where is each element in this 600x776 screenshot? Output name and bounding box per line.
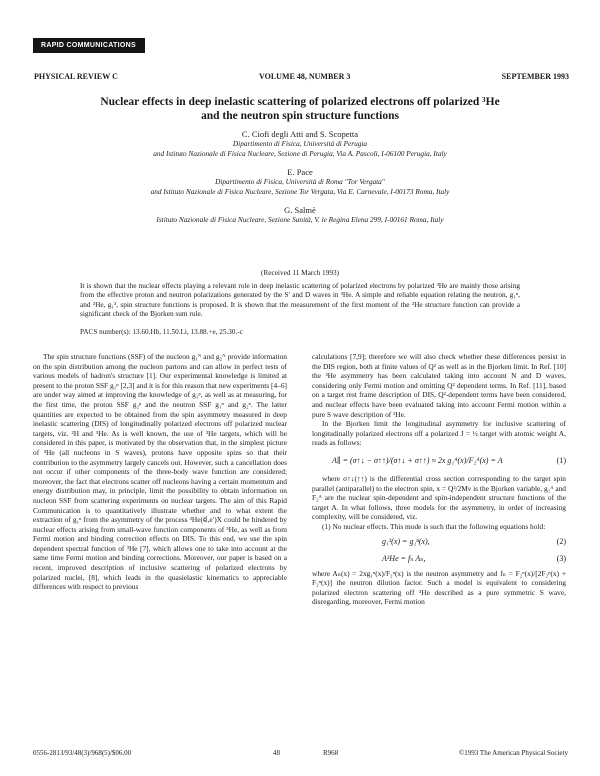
abstract: It is shown that the nuclear effects playing a relevant role in deep inelastic scattering of polarized electrons by polarized ³He are mainly those arising from the effective proton and neutron polarizations generated by the S′ and D waves in ³He. A simple and reliable equation relating the neutron, g₁ⁿ, and ³He, g₁³, spin structure functions is proposed. It is shown that the measurement of the first moment of the ³He structure function can provide a significant check of the Bjorken sum rule. (80, 281, 520, 319)
body-column-left (33, 352, 287, 592)
body-paragraph: where Aₙ(x) = 2xg₁ⁿ(x)/F₂ⁿ(x) is the neutron asymmetry and fₙ = F₂ⁿ(x)/[2F₂ᵖ(x) + F₂ⁿ(x)] the neutron dilution factor. Such a model is equivalent to considering polarized electron scattering off ³He described as a pure symmetric S wave, disregarding, moreover, Fermi motion (312, 568, 566, 607)
equation-body: A∥ = (σ↑↓ − σ↑↑)/(σ↑↓ + σ↑↑) ≈ 2x g₁ᴬ(x)/F₂ᴬ(x) = A (332, 455, 503, 465)
equation-3 (312, 552, 566, 566)
running-header (34, 72, 569, 82)
body-column-right (312, 352, 566, 607)
author-group-3 (40, 205, 560, 225)
footer-volume: 48 (273, 749, 280, 757)
affiliation: Dipartimento di Fisica, Università di Roma "Tor Vergata" (215, 177, 385, 186)
equation-number: (1) (556, 455, 566, 465)
equation-1 (312, 454, 566, 468)
affiliation: and Istituto Nazionale di Fisica Nucleare, Sezione di Perugia, Via A. Pascoli, I-06100 Perugia, Italy (153, 148, 447, 158)
author-group-2 (40, 167, 560, 196)
affiliation: Dipartimento di Fisica, Università di Perugia (232, 139, 368, 148)
affiliation: and Istituto Nazionale di Fisica Nucleare, Sezione Tor Vergata, Via E. Carnevale, I-00173 Roma, Italy (150, 186, 450, 196)
body-paragraph: In the Bjorken limit the longitudinal asymmetry for inclusive scattering of longitudinally polarized electrons off a polarized J = ½ target with atomic weight A, reads as follows: (312, 419, 566, 448)
page-footer (33, 748, 568, 758)
body-paragraph: The spin structure functions (SSF) of the nucleon g₁ᴺ and g₂ᴺ provide information on the spin distribution among the nucleon partons and can allow in perfect tests of various models of hadron's structure [1]. Our experimental knowledge is limited at present to the proton SSF g₁ᵖ [2,3] and it is for this reason that new experiments [4–6] are under way aimed at improving the knowledge of g₁ᵖ, as well as at measuring, for the first time, the proton SSF g₂ᵖ and the neutron SSF g₁ⁿ and g₂ⁿ. The latter quantities are expected to be obtained from the spin asymmetry measured in deep inelastic scattering (DIS) of longitudinally polarized electrons off polarized nuclear targets, viz. ²H and ³He. As is well known, the use of ³He targets, which will be considered in this paper, is motivated by the observation that, in the simplest picture of ³He (all nucleons in S waves), protons have opposite spins so that their contribution to the asymmetry largely cancels out. However, such a cancellation does not occur if other components of the three-body wave function are considered; moreover, the fact that electrons scatter off nucleons having a certain momentum and energy distribution may, in principle, limit the possibility to obtain information on nucleon SSF from scattering experiments on nuclear targets. The aim of this Rapid Communication is to quantitatively illustrate whether and to what extent the extraction of g₁ⁿ from the asymmetry of the process ³He(e⃗,e′)X could be hindered by nuclear effects arising from small-wave function components of ³He, as well as from Fermi motion and binding correction effects on DIS. To this end, we use the spin dependent spectral function of ³He [7], which allows one to take into account at the same time Fermi motion and binding corrections. Moreover, our paper is based on a recent, improved description of inclusive scattering of polarized electrons by polarized nuclei, [8], which leads in the quasielastic kinematics to appreciable differences with respect to previous (33, 352, 287, 592)
received-date: (Received 11 March 1993) (260, 268, 340, 277)
paper-title-line-1: Nuclear effects in deep inelastic scattering of polarized electrons off polarized ³He (100, 96, 500, 108)
pacs-numbers: PACS number(s): 13.60.Hb, 11.50.Li, 13.88.+e, 25.30.-c (80, 328, 243, 336)
equation-body: g₁³(x) = g₁ⁿ(x), (382, 536, 430, 546)
volume-number: VOLUME 48, NUMBER 3 (259, 72, 351, 81)
equation-2 (312, 535, 566, 549)
author-names: C. Ciofi degli Atti and S. Scopetta (241, 129, 359, 139)
author-names: G. Salmè (284, 205, 316, 215)
equation-number: (3) (556, 553, 566, 563)
author-names: E. Pace (287, 167, 313, 177)
author-group-1 (40, 129, 560, 158)
page-number: R968 (323, 749, 339, 757)
rapid-communications-banner: RAPID COMMUNICATIONS (33, 38, 145, 53)
equation-body: A³He = fₙ Aₙ, (382, 553, 426, 563)
affiliation: Istituto Nazionale di Fisica Nucleare, Sezione Sanità, V. le Regina Elena 299, I-00161 Roma, Italy (156, 215, 444, 224)
issue-date: SEPTEMBER 1993 (501, 72, 569, 81)
copyright-notice: ©1993 The American Physical Society (458, 749, 568, 757)
paper-title-line-2: and the neutron spin structure functions (201, 110, 399, 122)
paper-title (40, 95, 560, 123)
journal-name: PHYSICAL REVIEW C (34, 72, 118, 81)
article-code: 0556-2813/93/48(3)/968(5)/$06.00 (33, 749, 132, 757)
author-block (40, 129, 560, 225)
equation-number: (2) (556, 536, 566, 546)
body-paragraph: calculations [7,9]; therefore we will also check whether these differences persist in the DIS region, both at finite values of Q² as well as in the Bjorken limit. In Ref. [10] the ³He asymmetry has been calculated taking into account N and D waves, considering only Fermi motion and omitting Q² dependent terms. In Ref. [11], based on a target rest frame description of DIS, Q²-dependent terms have been considered, and nuclear effects have been evaluated taking into account Fermi motion within a pure S wave description of ³He. (312, 352, 566, 419)
body-paragraph: (1) No nuclear effects. This mode is such that the following equations hold: (322, 521, 546, 531)
body-paragraph: where σ↑↓(↑↑) is the differential cross section corresponding to the target spin parallel (antiparallel) to the electron spin, x = Q²/2Mν is the Bjorken variable, g₁ᴬ and F₂ᴬ are the nuclear spin-dependent and spin-independent structure functions of the target A. In what follows, three models for the asymmetry, in order of increasing complexity, will be considered, viz. (312, 473, 566, 522)
